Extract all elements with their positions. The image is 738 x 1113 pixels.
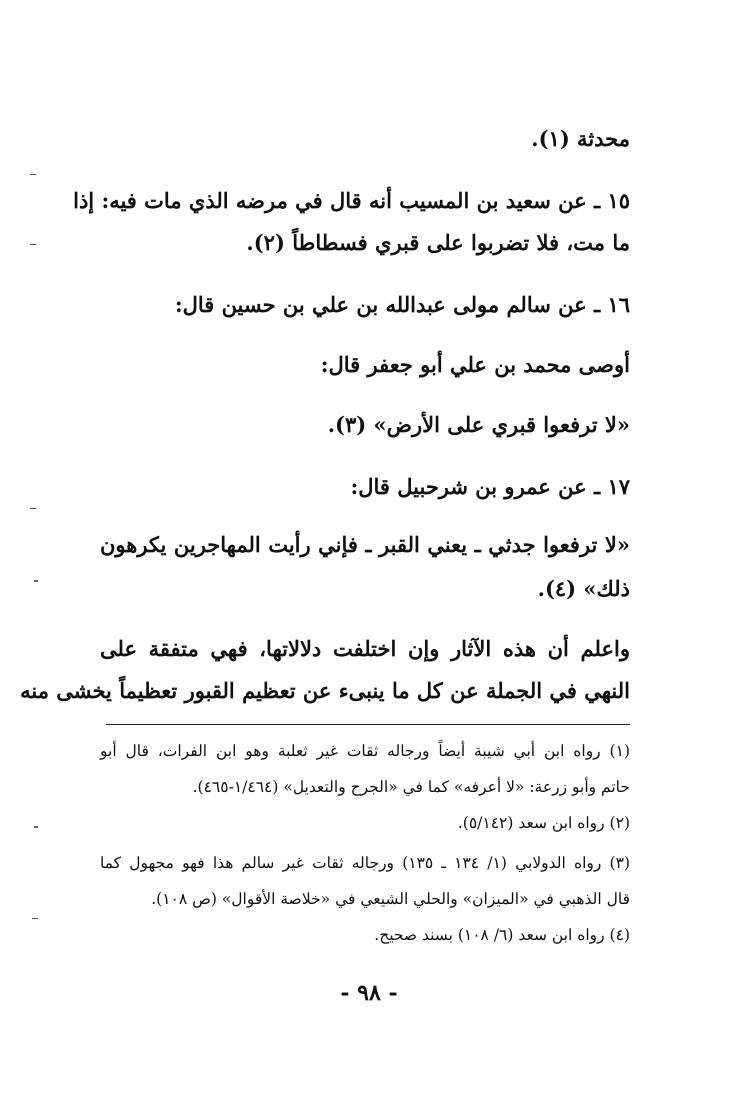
- body-line-5: أوصى محمد بن علي أبو جعفر قال:: [320, 352, 630, 377]
- body-line-10: واعلم أن هذه الآثار وإن اختلفت دلالاتها، فهي متفقة على: [100, 636, 630, 661]
- body-line-1: محدثة (١).: [531, 126, 630, 151]
- margin-mark: [30, 244, 36, 245]
- body-line-3: ما مت، فلا تضربوا على قبري فسطاطاً (٢).: [246, 230, 630, 255]
- footnote-separator: [106, 724, 630, 725]
- margin-mark: [30, 174, 36, 175]
- footnote-1-line-2: حاتم وأبو زرعة: «لا أعرفه» كما في «الجرح والتعديل» (١/٤٦٤-٤٦٥).: [192, 778, 630, 796]
- margin-mark: [34, 826, 38, 828]
- page-number: - ٩٨ -: [340, 980, 398, 1006]
- body-line-4: ١٦ ـ عن سالم مولى عبدالله بن علي بن حسين قال:: [174, 292, 630, 317]
- footnote-3-line-1: (٣) رواه الدولابي (١/ ١٣٤ ـ ١٣٥) ورجاله ثقات غير سالم هذا فهو مجهول كما: [100, 854, 630, 872]
- margin-mark: [30, 508, 36, 509]
- body-line-7: ١٧ ـ عن عمرو بن شرحبيل قال:: [350, 474, 630, 499]
- margin-mark: [34, 580, 38, 582]
- margin-mark: [32, 918, 38, 919]
- body-line-2: ١٥ ـ عن سعيد بن المسيب أنه قال في مرضه الذي مات فيه: إذا: [73, 188, 630, 213]
- footnote-2: (٢) رواه ابن سعد (٥/١٤٢).: [457, 814, 630, 832]
- footnote-4: (٤) رواه ابن سعد (٦/ ١٠٨) بسند صحيح.: [374, 926, 630, 944]
- body-line-8: «لا ترفعوا جدثي ـ يعني القبر ـ فإني رأيت المهاجرين يكرهون: [100, 532, 630, 557]
- footnote-3-line-2: قال الذهبي في «الميزان» والحلي الشيعي في «خلاصة الأقوال» (ص ١٠٨).: [151, 890, 630, 908]
- body-line-6: «لا ترفعوا قبري على الأرض» (٣).: [327, 412, 630, 437]
- footnote-1-line-1: (١) رواه ابن أبي شيبة أيضاً ورجاله ثقات غير ثعلبة وهو ابن الفرات، قال أبو: [100, 742, 630, 760]
- body-line-11: النهي في الجملة عن كل ما ينبىء عن تعظيم القبور تعظيماً يخشى منه: [20, 678, 630, 703]
- body-line-9: ذلك» (٤).: [537, 576, 630, 601]
